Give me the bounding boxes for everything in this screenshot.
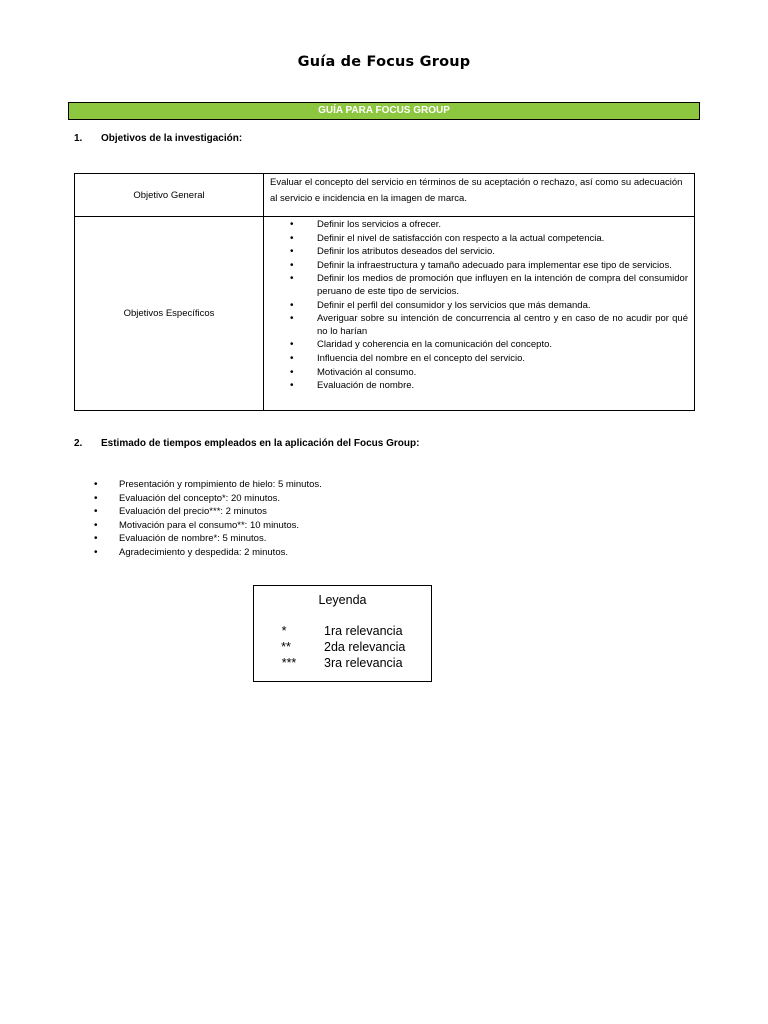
table-row: [75, 174, 695, 217]
section-1-heading: [74, 133, 242, 144]
specific-objectives-cell: [264, 217, 695, 411]
legend-text: 2da relevancia: [324, 640, 406, 654]
section-number: 1.: [74, 133, 83, 144]
section-number: 2.: [74, 438, 83, 449]
section-2-heading: [74, 438, 419, 449]
section-banner: GUÍA PARA FOCUS GROUP: [68, 102, 700, 120]
legend-text: 3ra relevancia: [324, 656, 403, 670]
list-item: • Motivación al consumo.: [290, 367, 688, 380]
legend-row: [254, 640, 431, 656]
list-item: • Evaluación del precio***: 2 minutos: [94, 505, 322, 519]
objectives-table: [74, 173, 695, 411]
list-item: • Influencia del nombre en el concepto del servicio.: [290, 353, 688, 366]
legend-mark: *: [281, 624, 287, 638]
table-row: [75, 217, 695, 411]
legend-title: Leyenda: [318, 593, 367, 607]
list-item: • Evaluación de nombre*: 5 minutos.: [94, 532, 322, 546]
list-item: • Definir la infraestructura y tamaño adecuado para implementar ese tipo de servicios.: [290, 260, 688, 273]
legend-mark: ***: [281, 656, 297, 670]
section-title: Estimado de tiempos empleados en la aplicación del Focus Group:: [101, 438, 420, 449]
list-item: • Averiguar sobre su intención de concurrencia al centro y en caso de no acudir por qué no lo harían: [290, 313, 688, 338]
list-item: • Agradecimiento y despedida: 2 minutos.: [94, 546, 322, 560]
general-objective-label: Objetivo General: [75, 174, 264, 217]
list-item: • Definir el perfil del consumidor y los servicios que más demanda.: [290, 300, 688, 313]
list-item: • Evaluación del concepto*: 20 minutos.: [94, 492, 322, 506]
list-item: • Evaluación de nombre.: [290, 380, 688, 393]
section-title: Objetivos de la investigación:: [101, 133, 243, 144]
list-item: • Presentación y rompimiento de hielo: 5 minutos.: [94, 478, 322, 492]
legend-text: 1ra relevancia: [324, 624, 403, 638]
document-title: Guía de Focus Group: [297, 54, 471, 70]
legend-row: [254, 656, 431, 672]
list-item: • Definir los atributos deseados del servicio.: [290, 246, 688, 259]
list-item: • Definir los medios de promoción que influyen en la intención de compra del consumidor peruano de este tipo de servicios.: [290, 273, 688, 298]
legend-row: [254, 624, 431, 640]
specific-objectives-label: Objetivos Específicos: [75, 217, 264, 411]
list-item: • Definir los servicios a ofrecer.: [290, 219, 688, 232]
specific-objectives-list: [290, 219, 688, 393]
list-item: • Definir el nivel de satisfacción con respecto a la actual competencia.: [290, 233, 688, 246]
legend-box: [253, 585, 432, 682]
time-estimates-list: [94, 478, 322, 560]
legend-mark: **: [281, 640, 291, 654]
list-item: • Motivación para el consumo**: 10 minutos.: [94, 519, 322, 533]
list-item: • Claridad y coherencia en la comunicación del concepto.: [290, 339, 688, 352]
general-objective-text: Evaluar el concepto del servicio en términos de su aceptación o rechazo, así como su adecuación al servicio e incidencia en la imagen de marca.: [264, 174, 695, 217]
